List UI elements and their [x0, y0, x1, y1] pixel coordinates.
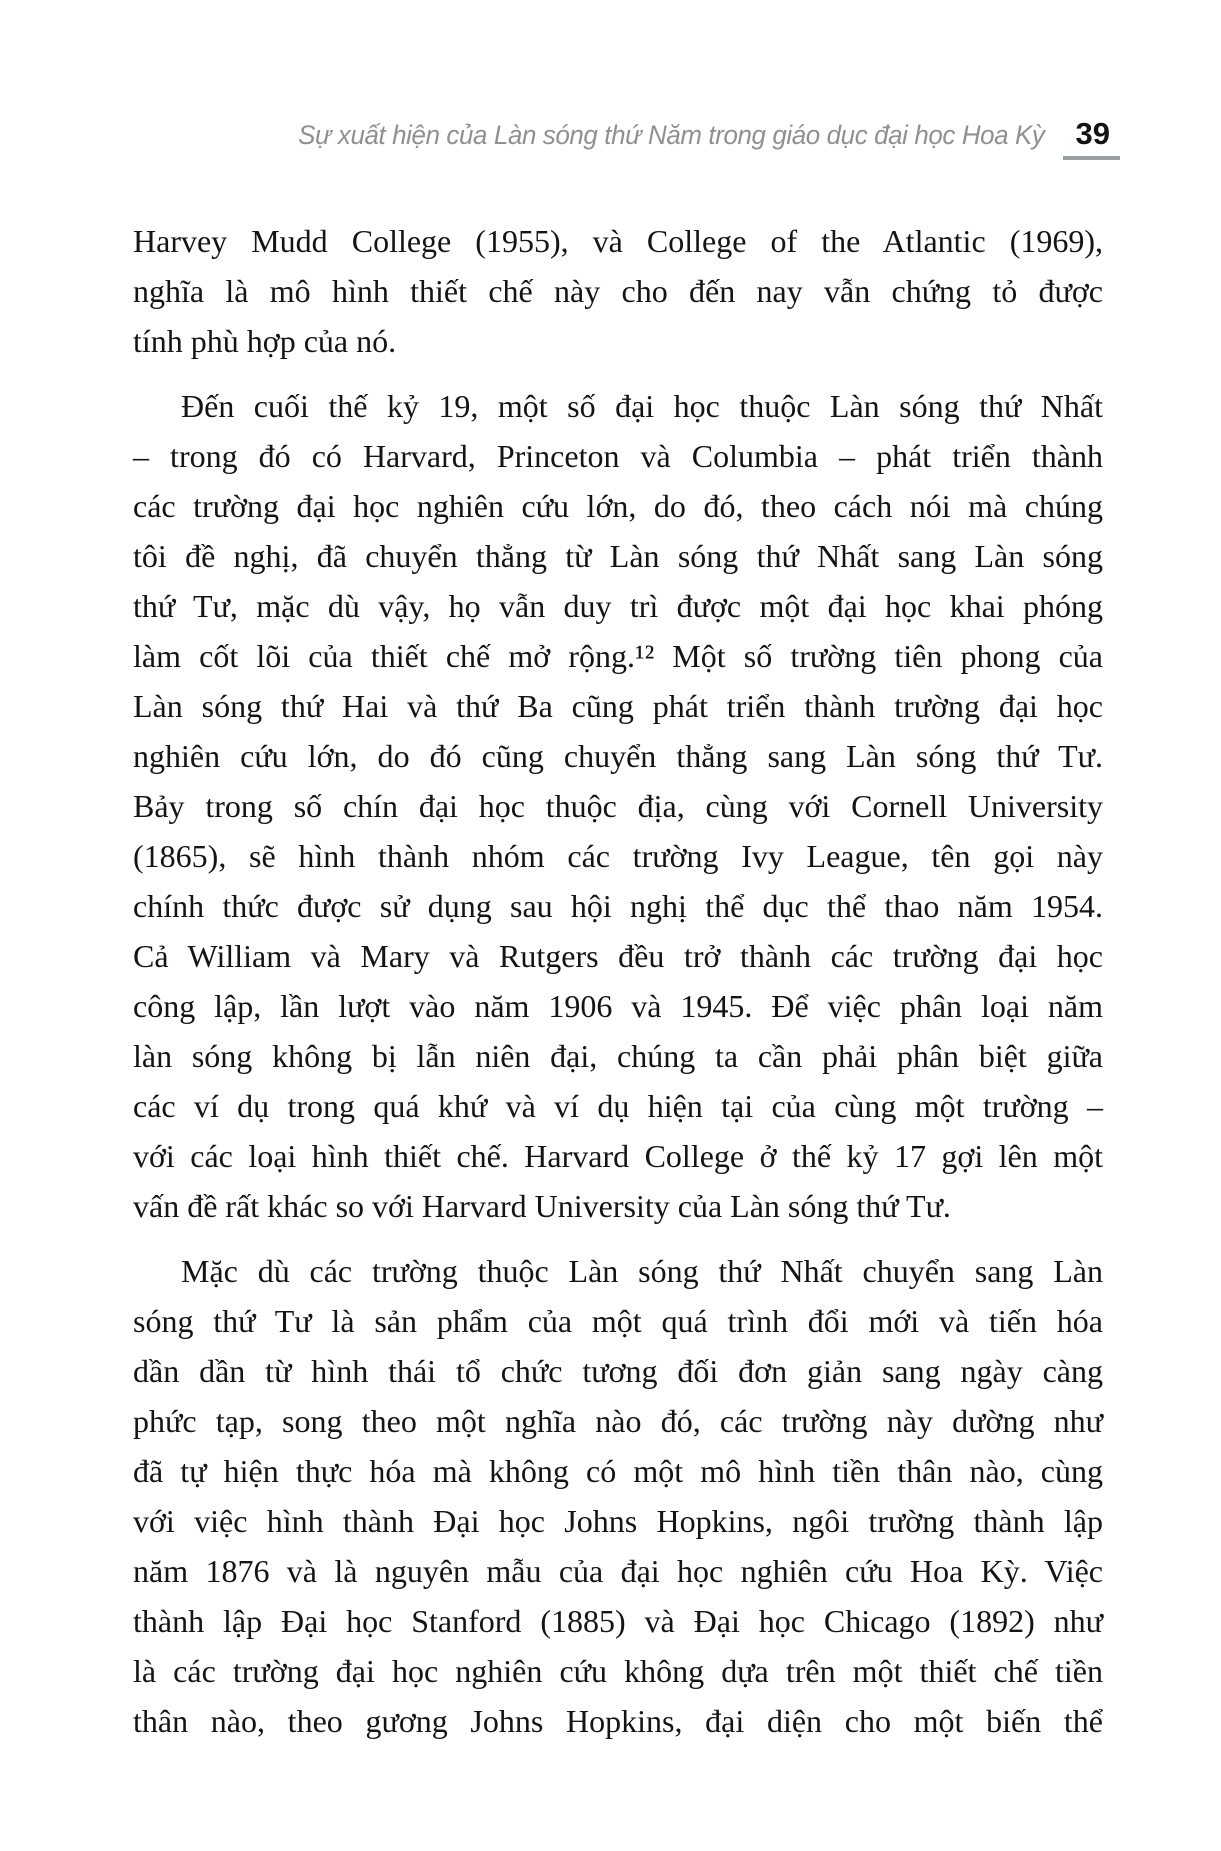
- text-line: với việc hình thành Đại học Johns Hopkins, ngôi trường thành lập: [133, 1503, 1103, 1539]
- text-line: Cả William và Mary và Rutgers đều trở thành các trường đại học: [133, 938, 1103, 974]
- text-line: năm 1876 và là nguyên mẫu của đại học nghiên cứu Hoa Kỳ. Việc: [133, 1553, 1103, 1589]
- text-line: Đến cuối thế kỷ 19, một số đại học thuộc Làn sóng thứ Nhất: [181, 388, 1103, 424]
- paragraph-1: [133, 216, 1103, 366]
- text-line: Bảy trong số chín đại học thuộc địa, cùng với Cornell University: [133, 788, 1103, 824]
- text-line: nghiên cứu lớn, do đó cũng chuyển thẳng sang Làn sóng thứ Tư.: [133, 738, 1103, 774]
- body-text-block: [133, 216, 1103, 1746]
- text-line: vấn đề rất khác so với Harvard University của Làn sóng thứ Tư.: [133, 1188, 951, 1224]
- text-line: – trong đó có Harvard, Princeton và Columbia – phát triển thành: [133, 438, 1103, 474]
- text-line: công lập, lần lượt vào năm 1906 và 1945. Để việc phân loại năm: [133, 988, 1103, 1024]
- page-number: 39: [1063, 118, 1120, 160]
- text-line: thân nào, theo gương Johns Hopkins, đại diện cho một biến thể: [133, 1703, 1103, 1739]
- text-line: sóng thứ Tư là sản phẩm của một quá trình đổi mới và tiến hóa: [133, 1303, 1103, 1339]
- text-line: đã tự hiện thực hóa mà không có một mô hình tiền thân nào, cùng: [133, 1453, 1103, 1489]
- text-line: nghĩa là mô hình thiết chế này cho đến nay vẫn chứng tỏ được: [133, 273, 1103, 309]
- running-head-title: Sự xuất hiện của Làn sóng thứ Năm trong giáo dục đại học Hoa Kỳ: [298, 120, 1045, 150]
- text-line: thứ Tư, mặc dù vậy, họ vẫn duy trì được một đại học khai phóng: [133, 588, 1103, 624]
- text-line: các trường đại học nghiên cứu lớn, do đó, theo cách nói mà chúng: [133, 488, 1103, 524]
- text-line: Harvey Mudd College (1955), và College of the Atlantic (1969),: [133, 223, 1103, 259]
- text-line: dần dần từ hình thái tổ chức tương đối đơn giản sang ngày càng: [133, 1353, 1103, 1389]
- text-line: tôi đề nghị, đã chuyển thẳng từ Làn sóng thứ Nhất sang Làn sóng: [133, 538, 1103, 574]
- text-line: chính thức được sử dụng sau hội nghị thể dục thể thao năm 1954.: [133, 888, 1103, 924]
- text-line: (1865), sẽ hình thành nhóm các trường Ivy League, tên gọi này: [133, 838, 1103, 874]
- page-header: [0, 118, 1120, 160]
- text-line: thành lập Đại học Stanford (1885) và Đại học Chicago (1892) như: [133, 1603, 1103, 1639]
- text-line: với các loại hình thiết chế. Harvard College ở thế kỷ 17 gợi lên một: [133, 1138, 1103, 1174]
- text-line: Làn sóng thứ Hai và thứ Ba cũng phát triển thành trường đại học: [133, 688, 1103, 724]
- text-line: Mặc dù các trường thuộc Làn sóng thứ Nhất chuyển sang Làn: [181, 1253, 1103, 1289]
- text-line: phức tạp, song theo một nghĩa nào đó, các trường này dường như: [133, 1403, 1103, 1439]
- text-line: các ví dụ trong quá khứ và ví dụ hiện tại của cùng một trường –: [133, 1088, 1103, 1124]
- text-line: là các trường đại học nghiên cứu không dựa trên một thiết chế tiền: [133, 1653, 1103, 1689]
- text-line: làm cốt lõi của thiết chế mở rộng.¹² Một số trường tiên phong của: [133, 638, 1103, 674]
- text-line: làn sóng không bị lẫn niên đại, chúng ta cần phải phân biệt giữa: [133, 1038, 1103, 1074]
- paragraph-3: [133, 1246, 1103, 1746]
- text-line: tính phù hợp của nó.: [133, 323, 397, 359]
- paragraph-2: [133, 381, 1103, 1231]
